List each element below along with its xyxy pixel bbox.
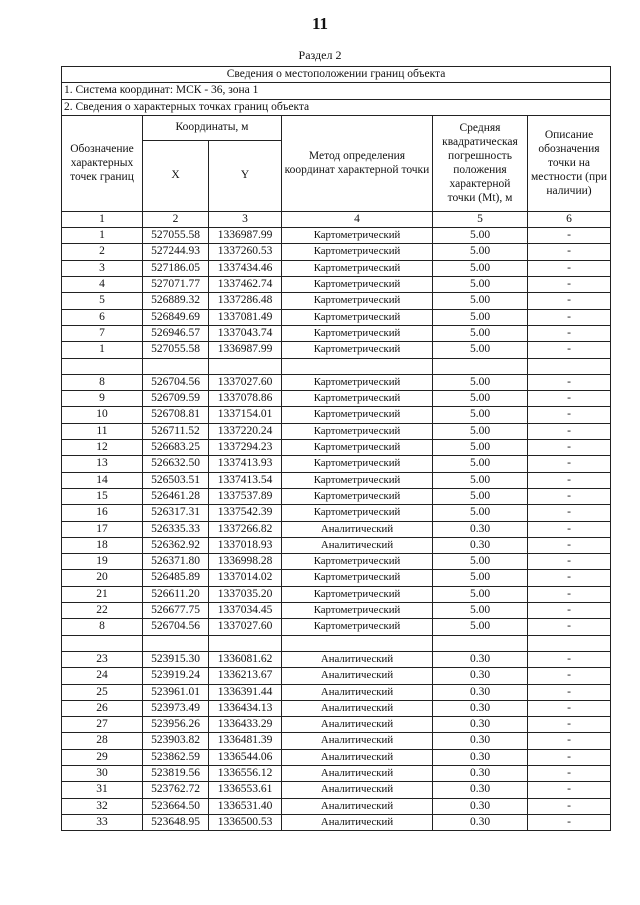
description-cell: - [528,603,611,619]
y-coordinate-cell: 1336081.62 [209,651,282,667]
table-row [62,798,611,814]
error-cell: 5.00 [433,309,528,325]
point-number-cell: 21 [62,586,143,602]
table-row [62,603,611,619]
description-cell: - [528,472,611,488]
point-number-cell: 22 [62,603,143,619]
column-number: 2 [143,211,209,227]
x-coordinate-cell: 523915.30 [143,651,209,667]
error-cell: 5.00 [433,407,528,423]
x-coordinate-cell: 526849.69 [143,309,209,325]
table-row [62,619,611,635]
description-cell: - [528,586,611,602]
point-number-cell: 23 [62,651,143,667]
table-row [62,733,611,749]
error-cell: 0.30 [433,521,528,537]
x-coordinate-cell: 526362.92 [143,537,209,553]
table-row [62,293,611,309]
x-coordinate-cell: 527055.58 [143,342,209,358]
error-cell: 0.30 [433,700,528,716]
method-cell: Аналитический [282,782,433,798]
method-cell: Картометрический [282,260,433,276]
point-number-cell: 9 [62,391,143,407]
point-number-cell: 4 [62,277,143,293]
error-cell: 0.30 [433,765,528,781]
y-coordinate-cell: 1337014.02 [209,570,282,586]
x-coordinate-cell: 523862.59 [143,749,209,765]
table-row [62,423,611,439]
point-number-cell: 17 [62,521,143,537]
x-coordinate-cell: 523973.49 [143,700,209,716]
y-coordinate-cell: 1336500.53 [209,814,282,830]
table-row [62,325,611,341]
method-cell: Аналитический [282,651,433,667]
point-number-cell: 31 [62,782,143,798]
method-cell: Картометрический [282,456,433,472]
description-cell: - [528,570,611,586]
table-row [62,244,611,260]
error-cell: 5.00 [433,570,528,586]
description-cell: - [528,260,611,276]
description-cell: - [528,374,611,390]
description-cell: - [528,391,611,407]
point-number-cell: 12 [62,440,143,456]
error-cell: 0.30 [433,733,528,749]
table-row [62,521,611,537]
description-cell: - [528,309,611,325]
method-cell: Аналитический [282,684,433,700]
error-cell: 5.00 [433,554,528,570]
error-cell: 5.00 [433,277,528,293]
coord-system: 1. Система координат: МСК - 36, зона 1 [62,83,611,99]
y-coordinate-cell: 1336544.06 [209,749,282,765]
points-heading: 2. Сведения о характерных точках границ объекта [62,99,611,115]
method-cell: Аналитический [282,749,433,765]
column-number: 4 [282,211,433,227]
y-coordinate-cell [209,635,282,651]
description-cell: - [528,684,611,700]
table-title-row [62,67,611,83]
description-cell: - [528,407,611,423]
table-row [62,668,611,684]
x-coordinate-cell: 526704.56 [143,374,209,390]
x-coordinate-cell: 526371.80 [143,554,209,570]
contour-separator-row [62,358,611,374]
y-coordinate-cell: 1336391.44 [209,684,282,700]
method-cell: Картометрический [282,440,433,456]
description-cell: - [528,440,611,456]
point-number-cell: 25 [62,684,143,700]
x-coordinate-cell: 526317.31 [143,505,209,521]
x-coordinate-cell: 526611.20 [143,586,209,602]
method-cell: Аналитический [282,700,433,716]
table-row [62,782,611,798]
x-coordinate-cell: 526485.89 [143,570,209,586]
error-cell: 5.00 [433,391,528,407]
x-coordinate-cell: 523961.01 [143,684,209,700]
method-cell [282,358,433,374]
error-cell: 5.00 [433,228,528,244]
error-cell: 0.30 [433,668,528,684]
method-cell: Картометрический [282,277,433,293]
table-row [62,586,611,602]
y-coordinate-cell: 1336213.67 [209,668,282,684]
y-coordinate-cell: 1336481.39 [209,733,282,749]
description-cell: - [528,488,611,504]
description-cell: - [528,423,611,439]
table-row [62,717,611,733]
error-cell: 5.00 [433,374,528,390]
description-cell: - [528,537,611,553]
point-number-cell: 1 [62,228,143,244]
y-coordinate-cell: 1337035.20 [209,586,282,602]
error-cell [433,635,528,651]
x-coordinate-cell: 523819.56 [143,765,209,781]
description-cell: - [528,244,611,260]
table-row [62,749,611,765]
error-cell: 5.00 [433,325,528,341]
description-cell: - [528,505,611,521]
description-cell: - [528,782,611,798]
method-cell: Аналитический [282,814,433,830]
table-row [62,765,611,781]
x-coordinate-cell: 523664.50 [143,798,209,814]
error-cell: 0.30 [433,717,528,733]
table-row [62,391,611,407]
y-coordinate-cell: 1337413.54 [209,472,282,488]
y-coordinate-cell: 1337043.74 [209,325,282,341]
y-coordinate-cell: 1337220.24 [209,423,282,439]
contour-separator-row [62,635,611,651]
point-number-cell: 20 [62,570,143,586]
error-cell: 5.00 [433,586,528,602]
table-row [62,309,611,325]
point-number-cell: 19 [62,554,143,570]
point-number-cell: 2 [62,244,143,260]
x-coordinate-cell: 526711.52 [143,423,209,439]
error-cell: 5.00 [433,293,528,309]
error-cell: 0.30 [433,814,528,830]
points-heading-row [62,99,611,115]
description-cell: - [528,700,611,716]
error-cell: 5.00 [433,440,528,456]
method-cell: Картометрический [282,505,433,521]
y-coordinate-cell [209,358,282,374]
column-number: 1 [62,211,143,227]
x-coordinate-cell: 527186.05 [143,260,209,276]
y-coordinate-cell: 1337462.74 [209,277,282,293]
x-coordinate-cell: 526503.51 [143,472,209,488]
description-cell [528,358,611,374]
description-cell: - [528,293,611,309]
point-number-cell: 7 [62,325,143,341]
method-cell: Аналитический [282,798,433,814]
table-row [62,407,611,423]
error-cell: 5.00 [433,423,528,439]
y-coordinate-cell: 1337154.01 [209,407,282,423]
table-row [62,228,611,244]
y-coordinate-cell: 1336433.29 [209,717,282,733]
error-cell: 0.30 [433,749,528,765]
y-coordinate-cell: 1337434.46 [209,260,282,276]
x-coordinate-cell: 526708.81 [143,407,209,423]
y-coordinate-cell: 1337078.86 [209,391,282,407]
method-cell: Аналитический [282,668,433,684]
point-number-cell [62,358,143,374]
y-coordinate-cell: 1337294.23 [209,440,282,456]
method-cell: Картометрический [282,603,433,619]
table-row [62,651,611,667]
description-cell: - [528,814,611,830]
x-coordinate-cell: 523956.26 [143,717,209,733]
description-cell: - [528,554,611,570]
error-cell: 5.00 [433,472,528,488]
column-number: 3 [209,211,282,227]
point-number-cell: 14 [62,472,143,488]
error-cell: 5.00 [433,505,528,521]
method-cell: Картометрический [282,374,433,390]
method-cell: Картометрический [282,488,433,504]
coord-system-row [62,83,611,99]
description-cell: - [528,765,611,781]
table-row [62,440,611,456]
table-row [62,342,611,358]
y-coordinate-cell: 1336998.28 [209,554,282,570]
point-number-cell: 32 [62,798,143,814]
table-row [62,570,611,586]
section-label: Раздел 2 [298,48,342,62]
column-numbers-row [62,211,611,227]
method-cell: Картометрический [282,407,433,423]
table-row [62,472,611,488]
description-cell: - [528,277,611,293]
description-cell: - [528,228,611,244]
method-cell: Картометрический [282,391,433,407]
error-cell: 0.30 [433,798,528,814]
method-cell: Картометрический [282,342,433,358]
description-cell: - [528,619,611,635]
x-coordinate-cell [143,635,209,651]
description-cell: - [528,717,611,733]
error-cell: 0.30 [433,537,528,553]
x-coordinate-cell: 526946.57 [143,325,209,341]
y-coordinate-cell: 1336556.12 [209,765,282,781]
description-cell: - [528,651,611,667]
error-cell: 5.00 [433,244,528,260]
method-cell: Картометрический [282,423,433,439]
y-coordinate-cell: 1336531.40 [209,798,282,814]
header-designation: Обозначение характерных точек границ [62,115,143,211]
table-title: Сведения о местоположении границ объекта [62,67,611,83]
table-row [62,488,611,504]
x-coordinate-cell: 526683.25 [143,440,209,456]
description-cell: - [528,342,611,358]
y-coordinate-cell: 1337286.48 [209,293,282,309]
description-cell: - [528,668,611,684]
description-cell [528,635,611,651]
x-coordinate-cell [143,358,209,374]
method-cell: Аналитический [282,521,433,537]
header-coordinates: Координаты, м [143,115,282,140]
y-coordinate-cell: 1337018.93 [209,537,282,553]
header-method: Метод определения координат характерной точки [282,115,433,211]
table-row [62,814,611,830]
table-row [62,260,611,276]
method-cell: Картометрический [282,228,433,244]
x-coordinate-cell: 526461.28 [143,488,209,504]
point-number-cell: 16 [62,505,143,521]
method-cell: Аналитический [282,733,433,749]
method-cell: Аналитический [282,765,433,781]
error-cell: 0.30 [433,782,528,798]
x-coordinate-cell: 527244.93 [143,244,209,260]
point-number-cell: 24 [62,668,143,684]
method-cell: Картометрический [282,293,433,309]
method-cell: Картометрический [282,619,433,635]
error-cell: 5.00 [433,619,528,635]
table-row [62,537,611,553]
method-cell: Картометрический [282,325,433,341]
method-cell: Аналитический [282,537,433,553]
table-row [62,505,611,521]
x-coordinate-cell: 527071.77 [143,277,209,293]
point-number-cell: 18 [62,537,143,553]
y-coordinate-cell: 1337027.60 [209,374,282,390]
method-cell [282,635,433,651]
x-coordinate-cell: 526889.32 [143,293,209,309]
y-coordinate-cell: 1337413.93 [209,456,282,472]
error-cell: 5.00 [433,456,528,472]
y-coordinate-cell: 1337081.49 [209,309,282,325]
table-row [62,456,611,472]
x-coordinate-cell: 523919.24 [143,668,209,684]
x-coordinate-cell: 527055.58 [143,228,209,244]
point-number-cell: 13 [62,456,143,472]
error-cell: 5.00 [433,603,528,619]
error-cell: 0.30 [433,684,528,700]
y-coordinate-cell: 1336434.13 [209,700,282,716]
y-coordinate-cell: 1336987.99 [209,342,282,358]
method-cell: Картометрический [282,570,433,586]
point-number-cell: 1 [62,342,143,358]
point-number-cell: 33 [62,814,143,830]
y-coordinate-cell: 1337542.39 [209,505,282,521]
y-coordinate-cell: 1336553.61 [209,782,282,798]
point-number-cell: 15 [62,488,143,504]
table-row [62,554,611,570]
method-cell: Картометрический [282,554,433,570]
point-number-cell: 6 [62,309,143,325]
point-number-cell: 3 [62,260,143,276]
header-error: Средняя квадратическая погрешность положения характерной точки (Mt), м [433,115,528,211]
x-coordinate-cell: 526335.33 [143,521,209,537]
method-cell: Картометрический [282,309,433,325]
table-row [62,684,611,700]
method-cell: Картометрический [282,586,433,602]
header-y: Y [209,140,282,211]
error-cell: 5.00 [433,260,528,276]
point-number-cell: 27 [62,717,143,733]
description-cell: - [528,733,611,749]
table-row [62,277,611,293]
y-coordinate-cell: 1336987.99 [209,228,282,244]
point-number-cell: 5 [62,293,143,309]
method-cell: Картометрический [282,472,433,488]
point-number-cell [62,635,143,651]
point-number-cell: 10 [62,407,143,423]
table-row [62,700,611,716]
header-row [62,115,611,140]
point-number-cell: 29 [62,749,143,765]
error-cell [433,358,528,374]
point-number-cell: 8 [62,619,143,635]
description-cell: - [528,456,611,472]
y-coordinate-cell: 1337034.45 [209,603,282,619]
y-coordinate-cell: 1337537.89 [209,488,282,504]
x-coordinate-cell: 526709.59 [143,391,209,407]
column-number: 5 [433,211,528,227]
error-cell: 0.30 [433,651,528,667]
boundary-points-table [61,66,611,831]
x-coordinate-cell: 523648.95 [143,814,209,830]
header-x: X [143,140,209,211]
x-coordinate-cell: 523903.82 [143,733,209,749]
point-number-cell: 30 [62,765,143,781]
error-cell: 5.00 [433,488,528,504]
x-coordinate-cell: 523762.72 [143,782,209,798]
x-coordinate-cell: 526704.56 [143,619,209,635]
x-coordinate-cell: 526632.50 [143,456,209,472]
column-number: 6 [528,211,611,227]
description-cell: - [528,749,611,765]
description-cell: - [528,798,611,814]
description-cell: - [528,521,611,537]
method-cell: Аналитический [282,717,433,733]
description-cell: - [528,325,611,341]
point-number-cell: 26 [62,700,143,716]
y-coordinate-cell: 1337027.60 [209,619,282,635]
point-number-cell: 11 [62,423,143,439]
error-cell: 5.00 [433,342,528,358]
page-number: 11 [311,14,329,33]
y-coordinate-cell: 1337260.53 [209,244,282,260]
point-number-cell: 28 [62,733,143,749]
y-coordinate-cell: 1337266.82 [209,521,282,537]
header-description: Описание обозначения точки на местности (при наличии) [528,115,611,211]
table-row [62,374,611,390]
point-number-cell: 8 [62,374,143,390]
x-coordinate-cell: 526677.75 [143,603,209,619]
method-cell: Картометрический [282,244,433,260]
